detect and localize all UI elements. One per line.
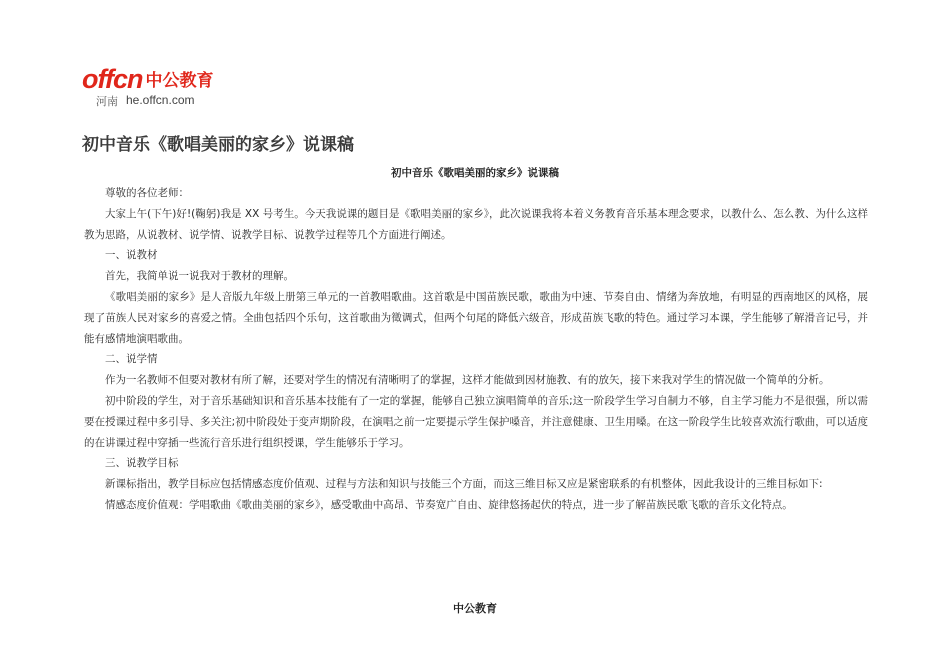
logo-region: 河南 [96, 95, 118, 108]
paragraph-intro: 大家上午(下午)好!(鞠躬)我是 XX 号考生。今天我说课的题目是《歌唱美丽的家乡》，此次说课我将本着义务教育音乐基本理念要求，以教什么、怎么教、为什么这样教为思路，从说教材、说学情、说教学目标、说教学过程等几个方面进行阐述。 [84, 207, 868, 241]
section-heading-textbook: 一、说教材 [105, 249, 158, 262]
section-heading-students: 二、说学情 [105, 353, 158, 366]
document-title: 初中音乐《歌唱美丽的家乡》说课稿 [391, 167, 559, 179]
document-body [84, 183, 868, 516]
brand-logo [82, 64, 282, 106]
paragraph: 首先，我简单说一说我对于教材的理解。 [105, 270, 294, 283]
paragraph: 新课标指出，教学目标应包括情感态度价值观、过程与方法和知识与技能三个方面，而这三维目标又应是紧密联系的有机整体，因此我设计的三维目标如下: [105, 478, 823, 491]
section-heading-objectives: 三、说教学目标 [105, 457, 179, 470]
paragraph-greeting: 尊敬的各位老师： [105, 187, 189, 199]
logo-chinese-name: 中公教育 [145, 71, 214, 91]
page-footer: 中公教育 [453, 602, 497, 615]
paragraph: 初中阶段的学生，对于音乐基础知识和音乐基本技能有了一定的掌握，能够自己独立演唱简单的音乐;这一阶段学生学习自制力不够，自主学习能力不是很强，所以需要在授课过程中多引导、多关注;初中阶段处于变声期阶段，在演唱之前一定要提示学生保护嗓音，并注意健康、卫生用嗓。在这一阶段学生比较喜欢流行歌曲，可以适度的在讲课过程中穿插一些流行音乐进行组织授课，学生能够乐于学习。 [84, 394, 868, 449]
page-title: 初中音乐《歌唱美丽的家乡》说课稿 [82, 135, 354, 155]
logo-url: he.offcn.com [126, 93, 195, 107]
paragraph: 作为一名教师不但要对教材有所了解，还要对学生的情况有清晰明了的掌握，这样才能做到因材施教、有的放矢，接下来我对学生的情况做一个简单的分析。 [105, 374, 830, 387]
paragraph: 情感态度价值观：学唱歌曲《歌曲美丽的家乡》，感受歌曲中高昂、节奏宽广自由、旋律悠扬起伏的特点，进一步了解苗族民歌飞歌的音乐文化特点。 [105, 498, 793, 511]
logo-wordmark: offcn [82, 64, 143, 94]
paragraph: 《歌唱美丽的家乡》是人音版九年级上册第三单元的一首教唱歌曲。这首歌是中国苗族民歌，歌曲为中速、节奏自由、情绪为奔放地，有明显的西南地区的风格，展现了苗族人民对家乡的喜爱之情。全曲包括四个乐句，这首歌曲为徵调式，但两个句尾的降低六级音，形成苗族飞歌的特色。通过学习本课，学生能够了解滑音记号，并能有感情地演唱歌曲。 [84, 290, 868, 345]
